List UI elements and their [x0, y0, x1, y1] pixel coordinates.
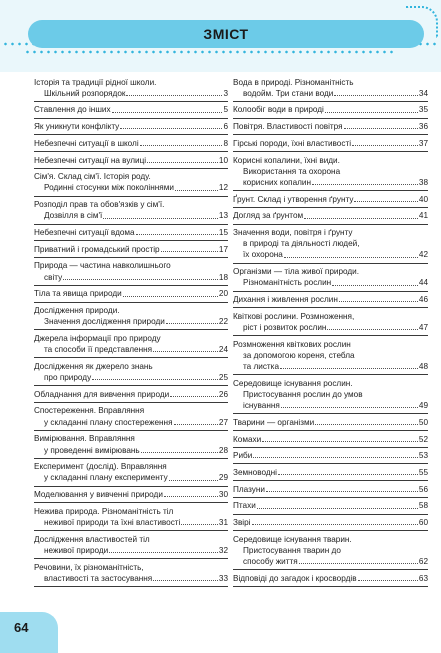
- dot-leader: [161, 251, 218, 252]
- toc-entry-text: неживої природи: [44, 546, 109, 555]
- toc-entry[interactable]: [34, 531, 228, 559]
- toc-entry-text: у складанні плану експерименту: [44, 473, 168, 483]
- toc-entry-text: Розподіл прав та обов'язків у сім'ї.: [34, 200, 165, 210]
- toc-entry-text: та листка: [243, 362, 279, 372]
- toc-page-number: 29: [218, 473, 228, 483]
- toc-page-number: 10: [218, 155, 228, 165]
- toc-entry-text: Обладнання для вивчення природи: [34, 389, 170, 399]
- toc-entry-text: Використання та охорона: [243, 166, 341, 176]
- toc-entry[interactable]: [233, 570, 428, 587]
- toc-entry-text: Як уникнути конфлікту: [34, 122, 120, 132]
- toc-page-number: 44: [418, 278, 428, 288]
- toc-entry-text: Догляд за ґрунтом: [233, 211, 304, 221]
- dot-leader: [280, 368, 418, 369]
- toc-entry[interactable]: [34, 403, 228, 431]
- toc-entry-text: Квіткові рослини. Розмноження,: [233, 311, 355, 321]
- toc-entry-text: корисних копалин: [243, 177, 311, 187]
- toc-entry-text: Тіла та явища природи: [34, 289, 122, 299]
- toc-entry-text: Дихання і живлення рослин: [233, 295, 338, 305]
- dot-leader: [92, 379, 218, 380]
- toc-entry-text: Ґрунт. Склад і утворення ґрунту: [233, 194, 354, 204]
- toc-page-number: 28: [218, 445, 228, 455]
- toc-entry-text: Різноманітність рослин: [243, 278, 332, 288]
- dot-leader: [174, 424, 218, 425]
- toc-entry[interactable]: [34, 330, 228, 358]
- toc-entry[interactable]: [233, 119, 428, 136]
- toc-page-number: 52: [418, 434, 428, 444]
- toc-page-number: 49: [418, 401, 428, 411]
- toc-entry-text: про природу: [44, 373, 92, 383]
- decorative-dots-row: [24, 48, 396, 56]
- toc-entry-text: Сім'я. Склад сім'ї. Історія роду.: [34, 172, 151, 182]
- toc-entry-text: Експеримент (дослід). Вправляння: [34, 462, 167, 472]
- toc-entry[interactable]: [34, 241, 228, 258]
- dot-leader: [170, 396, 218, 397]
- toc-entry-text: властивості та застосування: [44, 573, 153, 583]
- toc-page-number: 41: [418, 211, 428, 221]
- toc-page-number: 24: [218, 345, 228, 355]
- dot-leader: [252, 524, 418, 525]
- toc-entry[interactable]: [34, 487, 228, 504]
- toc-entry[interactable]: [233, 264, 428, 292]
- toc-entry[interactable]: [233, 308, 428, 336]
- dot-leader: [257, 508, 418, 509]
- toc-entry[interactable]: [233, 375, 428, 414]
- toc-entry[interactable]: [34, 152, 228, 169]
- toc-entry[interactable]: [233, 464, 428, 481]
- toc-entry-text: Приватний і громадський простір: [34, 244, 160, 254]
- toc-entry[interactable]: [233, 292, 428, 309]
- toc-entry[interactable]: [233, 336, 428, 375]
- toc-entry[interactable]: [34, 135, 228, 152]
- dot-leader: [278, 474, 418, 475]
- toc-entry[interactable]: [34, 286, 228, 303]
- toc-entry-text: способу життя: [243, 557, 298, 567]
- toc-entry[interactable]: [233, 448, 428, 465]
- toc-entry[interactable]: [233, 225, 428, 264]
- toc-entry[interactable]: [233, 531, 428, 570]
- toc-entry-text: Дослідження властивостей тіл: [34, 534, 150, 544]
- dot-leader: [312, 184, 418, 185]
- dot-leader: [181, 524, 218, 525]
- dot-leader: [63, 279, 218, 280]
- toc-entry[interactable]: [233, 102, 428, 119]
- toc-entry[interactable]: [233, 208, 428, 225]
- dot-leader: [123, 296, 218, 297]
- toc-page-number: 3: [223, 88, 228, 98]
- toc-page-number: 6: [223, 122, 228, 132]
- dot-leader: [103, 218, 218, 219]
- toc-entry-text: Корисні копалини, їхні види.: [233, 155, 340, 165]
- toc-entry[interactable]: [34, 169, 228, 197]
- toc-page-number: 36: [418, 122, 428, 132]
- dot-leader: [304, 218, 418, 219]
- toc-entry[interactable]: [34, 197, 228, 225]
- page-number-tab: [0, 612, 58, 653]
- toc-page-number: 40: [418, 194, 428, 204]
- dot-leader: [166, 323, 218, 324]
- toc-page-number: 58: [418, 501, 428, 511]
- toc-entry-text: Риби: [233, 451, 253, 461]
- toc-entry-text: Земноводні: [233, 467, 277, 477]
- toc-entry-text: Звірі: [233, 518, 251, 528]
- toc-left-column: [34, 74, 228, 587]
- toc-page-number: 5: [223, 105, 228, 115]
- dot-leader: [136, 234, 218, 235]
- dot-leader: [299, 563, 418, 564]
- toc-entry-text: Моделювання у вивченні природи: [34, 490, 163, 500]
- toc-page-number: 12: [218, 183, 228, 193]
- page-title: ЗМІСТ: [28, 20, 424, 48]
- toc-entry-text: існування: [243, 401, 280, 411]
- toc-entry-text: Ставлення до інших: [34, 105, 111, 115]
- dot-leader: [120, 128, 222, 129]
- toc-entry-text: Птахи: [233, 501, 256, 511]
- toc-page-number: 34: [418, 88, 428, 98]
- toc-entry-text: Джерела інформації про природу: [34, 333, 161, 343]
- dot-leader: [332, 285, 418, 286]
- toc-entry-text: Нежива природа. Різноманітність тіл: [34, 506, 174, 516]
- toc-page-number: 53: [418, 451, 428, 461]
- toc-page-number: 18: [218, 272, 228, 282]
- dot-leader: [141, 452, 218, 453]
- toc-page-number: 56: [418, 484, 428, 494]
- toc-entry[interactable]: [34, 503, 228, 531]
- toc-page-number: 46: [418, 295, 428, 305]
- dot-leader: [109, 552, 218, 553]
- toc-page-number: 35: [418, 105, 428, 115]
- toc-entry-text: Комахи: [233, 434, 262, 444]
- toc-entry-text: у проведенні вимірювань: [44, 445, 140, 455]
- toc-page-number: 30: [218, 490, 228, 500]
- toc-entry-text: Небезпечні ситуації вдома: [34, 228, 135, 238]
- toc-page-number: 31: [218, 518, 228, 528]
- toc-entry[interactable]: [233, 481, 428, 498]
- toc-page-number: 8: [223, 138, 228, 148]
- dot-leader: [325, 112, 418, 113]
- toc-page-number: 55: [418, 467, 428, 477]
- toc-entry-text: Небезпечні ситуації в школі: [34, 138, 139, 148]
- toc-entry-text: Пристосування рослин до умов: [243, 389, 363, 399]
- toc-entry-text: Родинні стосунки між поколіннями: [44, 183, 174, 193]
- toc-page-number: 13: [218, 211, 228, 221]
- dot-leader: [164, 496, 218, 497]
- toc-entry-text: Повітря. Властивості повітря: [233, 122, 343, 132]
- toc-entry-text: Історія та традиції рідної школи.: [34, 77, 157, 87]
- toc-page-number: 60: [418, 518, 428, 528]
- toc-entry[interactable]: [34, 559, 228, 587]
- toc-entry-text: світу: [44, 272, 63, 282]
- toc-page-number: 22: [218, 317, 228, 327]
- toc-page-number: 26: [218, 389, 228, 399]
- toc-entry[interactable]: [233, 74, 428, 102]
- toc-entry-text: Середовище існування рослин.: [233, 378, 353, 388]
- dot-leader: [126, 95, 222, 96]
- toc-entry[interactable]: [233, 431, 428, 448]
- dot-leader: [147, 162, 218, 163]
- dot-leader: [281, 407, 418, 408]
- toc-entry[interactable]: [34, 386, 228, 403]
- toc-entry-text: Дослідження як джерело знань: [34, 361, 153, 371]
- toc-page-number: 47: [418, 322, 428, 332]
- toc-page-number: 25: [218, 373, 228, 383]
- toc-page-number: 63: [418, 573, 428, 583]
- toc-entry[interactable]: [34, 102, 228, 119]
- toc-entry-text: Пристосування тварин до: [243, 546, 341, 555]
- dot-leader: [253, 457, 418, 458]
- toc-page-number: 17: [218, 244, 228, 254]
- dot-leader: [153, 351, 218, 352]
- toc-entry[interactable]: [34, 74, 228, 102]
- toc-entry[interactable]: [233, 135, 428, 152]
- toc-page-number: 62: [418, 557, 428, 567]
- toc-entry[interactable]: [233, 515, 428, 532]
- toc-entry[interactable]: [233, 152, 428, 191]
- dot-leader: [169, 480, 218, 481]
- dot-leader: [339, 301, 418, 302]
- dot-leader: [153, 580, 218, 581]
- toc-entry-text: Розмноження квіткових рослин: [233, 339, 351, 349]
- toc-entry-text: Середовище існування тварин.: [233, 534, 352, 544]
- toc-entry-text: Вимірювання. Вправляння: [34, 434, 135, 444]
- dot-leader: [334, 95, 418, 96]
- toc-entry-text: Колообіг води в природі: [233, 105, 324, 115]
- toc-entry-text: Плазуни: [233, 484, 265, 494]
- toc-entry[interactable]: [34, 119, 228, 136]
- dot-leader: [175, 190, 218, 191]
- toc-entry-text: в природі та діяльності людей,: [243, 239, 360, 249]
- toc-entry[interactable]: [34, 431, 228, 459]
- toc-entry[interactable]: [34, 459, 228, 487]
- toc-entry-text: їх охорона: [243, 250, 283, 260]
- dot-leader: [315, 424, 418, 425]
- toc-entry-text: ріст і розвиток рослин: [243, 322, 327, 332]
- toc-page-number: 20: [218, 289, 228, 299]
- toc-entry-text: Значення води, повітря і ґрунту: [233, 228, 353, 238]
- toc-entry-text: Організми — тіла живої природи.: [233, 267, 360, 277]
- toc-entry[interactable]: [34, 303, 228, 331]
- dot-leader: [354, 201, 417, 202]
- toc-page-number: 33: [218, 573, 228, 583]
- toc-entry-text: Природа — частина навколишнього: [34, 261, 171, 271]
- toc-entry-text: Тварини — організми: [233, 417, 315, 427]
- toc-page-number: 37: [418, 138, 428, 148]
- toc-page-number: 27: [218, 417, 228, 427]
- dot-leader: [140, 145, 223, 146]
- toc-entry[interactable]: [34, 258, 228, 286]
- toc-page-number: 32: [218, 546, 228, 555]
- dot-leader: [266, 491, 418, 492]
- toc-entry-text: неживої природи та їхні властивості: [44, 518, 181, 528]
- page-number: 64: [14, 620, 29, 635]
- toc-entry-text: Речовини, їх різноманітність,: [34, 562, 144, 572]
- toc-entry[interactable]: [34, 225, 228, 242]
- toc-entry-text: Гірські породи, їхні властивості: [233, 138, 352, 148]
- toc-entry-text: Спостереження. Вправляння: [34, 406, 145, 416]
- toc-entry-text: Дозвілля в сім'ї: [44, 211, 103, 221]
- dot-leader: [358, 580, 418, 581]
- dot-leader: [352, 145, 418, 146]
- toc-entry-text: Небезпечні ситуації на вулиці: [34, 155, 147, 165]
- toc-entry[interactable]: [34, 358, 228, 386]
- toc-page-number: 15: [218, 228, 228, 238]
- dot-leader: [262, 441, 418, 442]
- toc-entry[interactable]: [233, 414, 428, 431]
- toc-entry-text: та способи її представлення: [44, 345, 153, 355]
- toc-entry[interactable]: [233, 191, 428, 208]
- toc-entry-text: у складанні плану спостереження: [44, 417, 173, 427]
- toc-entry-text: за допомогою кореня, стебла: [243, 350, 355, 360]
- toc-entry-text: Значення дослідження природи: [44, 317, 165, 327]
- toc-entry-text: Відповіді до загадок і кросвордів: [233, 573, 357, 583]
- toc-entry[interactable]: [233, 498, 428, 515]
- toc-page-number: 48: [418, 362, 428, 372]
- toc-page-number: 38: [418, 177, 428, 187]
- dot-leader: [112, 112, 223, 113]
- toc-entry-text: Шкільний розпорядок: [44, 88, 126, 98]
- dot-leader: [327, 329, 417, 330]
- dot-leader: [284, 257, 418, 258]
- toc-entry-text: Дослідження природи.: [34, 306, 120, 316]
- toc-entry-text: водойм. Три стани води: [243, 88, 334, 98]
- toc-right-column: [233, 74, 428, 587]
- toc-entry-text: Вода в природі. Різноманітність: [233, 77, 354, 87]
- dot-leader: [344, 128, 418, 129]
- toc-page-number: 50: [418, 417, 428, 427]
- toc-page-number: 42: [418, 250, 428, 260]
